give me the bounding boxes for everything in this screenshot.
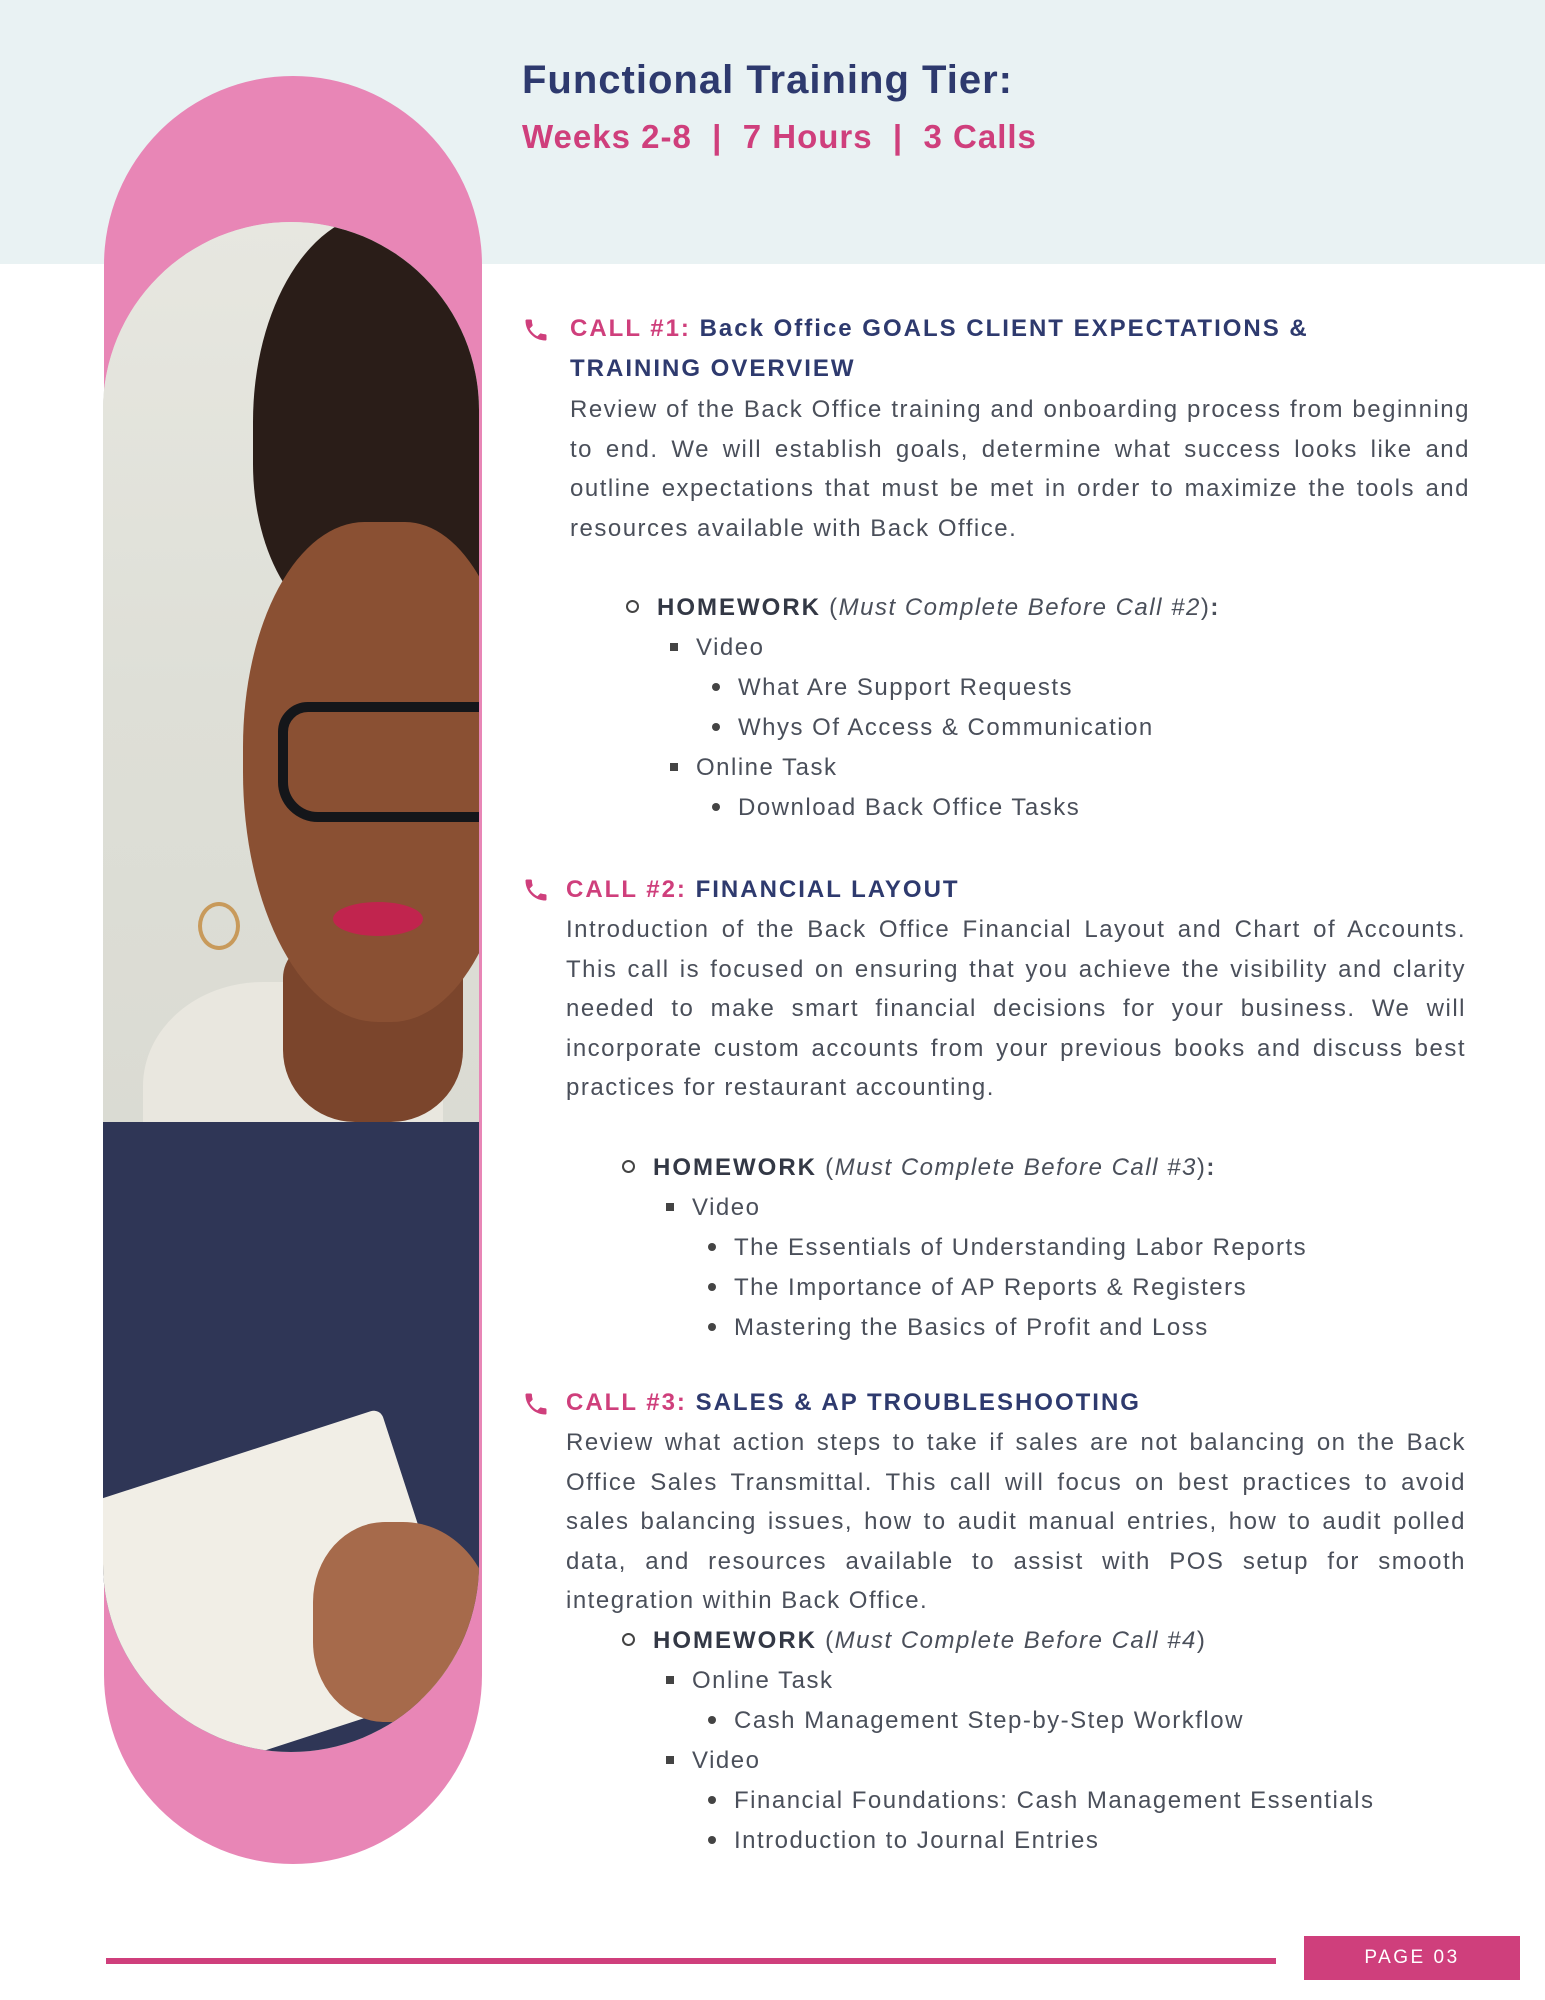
call-number: CALL #3: (566, 1389, 687, 1416)
call-title: SALES & AP TROUBLESHOOTING (695, 1389, 1141, 1416)
bullet-circle-icon (622, 1633, 635, 1646)
bullet-square-icon (670, 763, 678, 771)
bullet-square-icon (666, 1203, 674, 1211)
call-1-description-block (570, 390, 1470, 548)
call-description: Review of the Back Office training and onboarding process from beginning to end. We will establish goals, determine what success looks like and outline expectations that must be met in order to maximize the tools and resources available with Back Office. (570, 396, 1470, 542)
list-item: The Importance of AP Reports & Registers (708, 1268, 1247, 1308)
call-1-heading (570, 309, 1470, 389)
woman-reading-photo (103, 222, 479, 1752)
list-item: The Essentials of Understanding Labor Reports (708, 1228, 1307, 1268)
call-number: CALL #2: (566, 876, 687, 903)
list-item: Financial Foundations: Cash Management Essentials (708, 1781, 1374, 1821)
homework-line: HOMEWORK (Must Complete Before Call #3): (622, 1148, 1216, 1188)
call-number: CALL #1: (570, 315, 691, 342)
call-2-description-block (566, 910, 1466, 1108)
homework-line: HOMEWORK (Must Complete Before Call #2): (626, 588, 1220, 628)
call-title: Back Office GOALS CLIENT EXPECTATIONS & (699, 315, 1309, 342)
list-item: Whys Of Access & Communication (712, 708, 1154, 748)
list-item: Mastering the Basics of Profit and Loss (708, 1308, 1209, 1348)
call-description: Introduction of the Back Office Financial Layout and Chart of Accounts. This call is focused on ensuring that you achieve the visibility and clarity needed to make smart financial decisions for your business. We will incorporate custom accounts from your previous books and discuss best practices for restaurant accounting. (566, 916, 1466, 1102)
bullet-dot-icon (708, 1243, 716, 1251)
page-subtitle: Weeks 2-8 | 7 Hours | 3 Calls (522, 118, 1037, 155)
bullet-dot-icon (708, 1796, 716, 1804)
page-number-badge: PAGE 03 (1304, 1936, 1520, 1980)
bullet-dot-icon (712, 723, 720, 731)
call-3-description-block (566, 1423, 1466, 1621)
list-item: Cash Management Step-by-Step Workflow (708, 1701, 1244, 1741)
list-item: What Are Support Requests (712, 668, 1073, 708)
bullet-circle-icon (622, 1160, 635, 1173)
footer-rule (106, 1958, 1276, 1964)
bullet-dot-icon (712, 803, 720, 811)
bullet-square-icon (666, 1676, 674, 1684)
bullet-dot-icon (712, 683, 720, 691)
bullet-dot-icon (708, 1836, 716, 1844)
bullet-dot-icon (708, 1323, 716, 1331)
list-item: Video (666, 1741, 760, 1781)
bullet-dot-icon (708, 1283, 716, 1291)
list-item: Online Task (666, 1661, 833, 1701)
call-title: FINANCIAL LAYOUT (695, 876, 960, 903)
list-item: Video (666, 1188, 760, 1228)
list-item: Online Task (670, 748, 837, 788)
list-item: Video (670, 628, 764, 668)
list-item: Introduction to Journal Entries (708, 1821, 1099, 1861)
bullet-square-icon (666, 1756, 674, 1764)
phone-icon (522, 1390, 550, 1418)
call-2-heading (566, 870, 1466, 910)
bullet-circle-icon (626, 600, 639, 613)
homework-line: HOMEWORK (Must Complete Before Call #4) (622, 1621, 1206, 1661)
phone-icon (522, 316, 550, 344)
list-item: Download Back Office Tasks (712, 788, 1080, 828)
bullet-dot-icon (708, 1716, 716, 1724)
page-title: Functional Training Tier: (522, 58, 1013, 102)
bullet-square-icon (670, 643, 678, 651)
call-description: Review what action steps to take if sales are not balancing on the Back Office Sales Transmittal. This call will focus on best practices to avoid sales balancing issues, how to audit manual entries, how to audit polled data, and resources available to assist with POS setup for smooth integration within Back Office. (566, 1429, 1466, 1615)
phone-icon (522, 876, 550, 904)
call-3-heading (566, 1383, 1466, 1423)
call-title-line2: TRAINING OVERVIEW (570, 355, 856, 382)
